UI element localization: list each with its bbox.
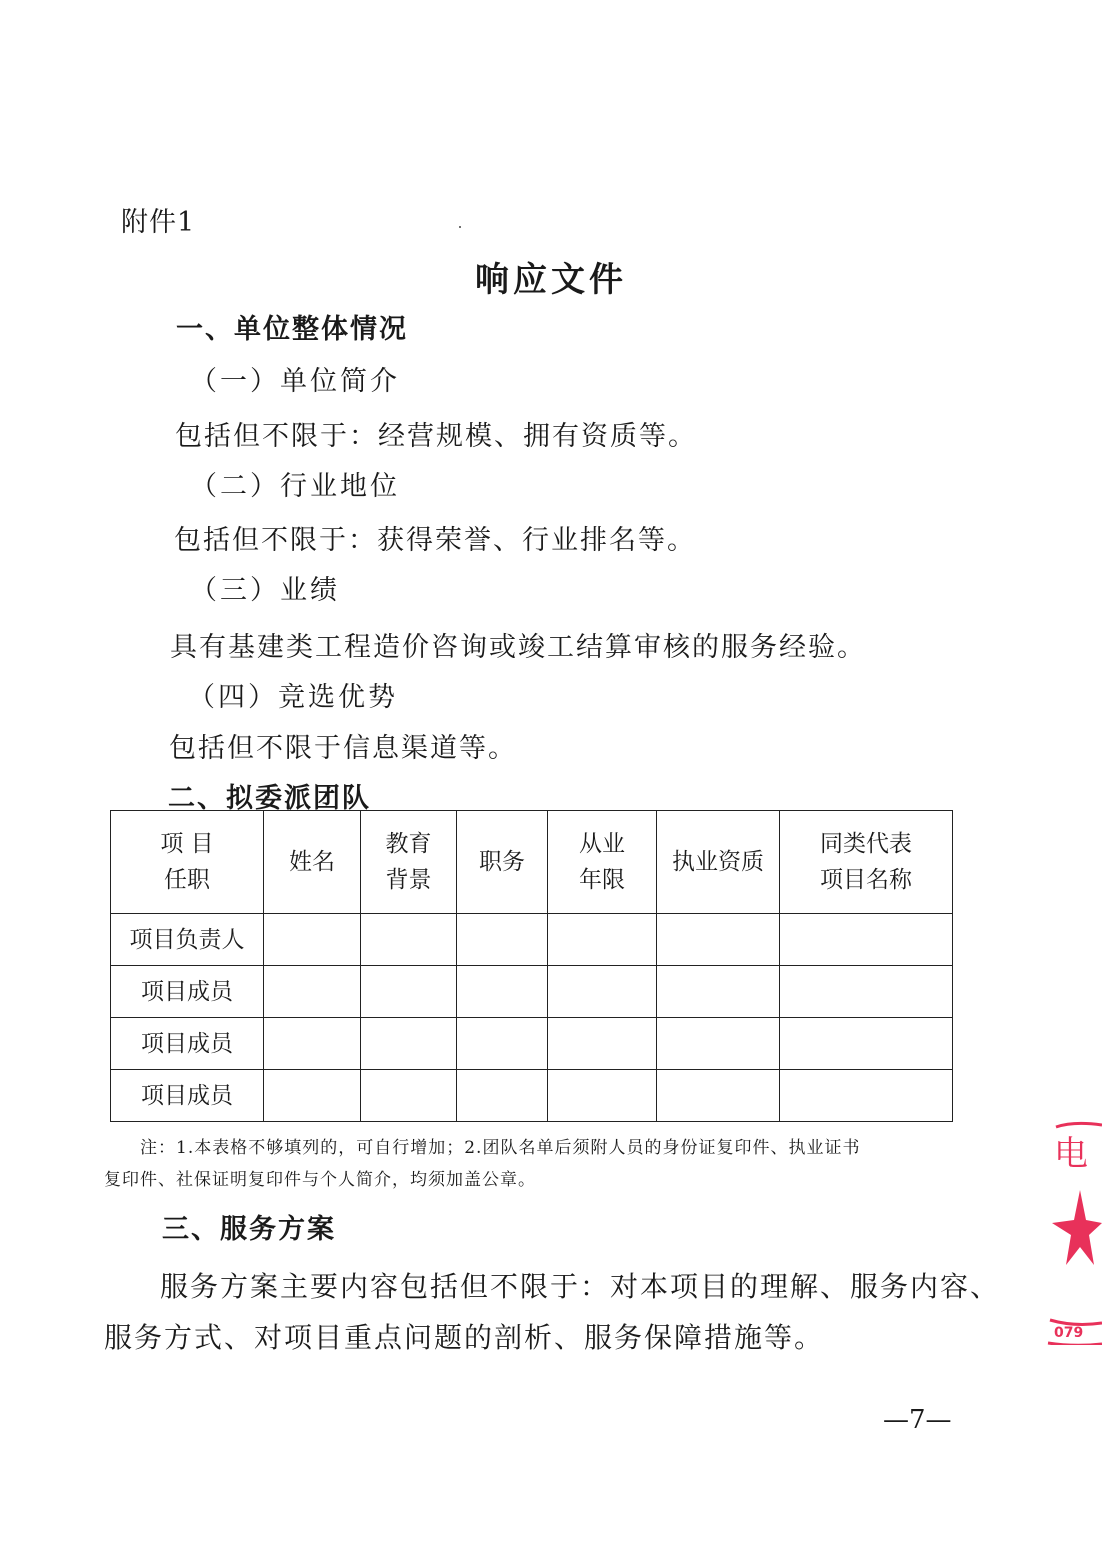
table-cell [264,1070,361,1122]
section2-heading: 二、拟委派团队 [168,783,371,814]
table-cell [457,914,548,966]
table-cell [548,1018,657,1070]
table-header-row [111,811,953,914]
subsection-heading: （二）行业地位 [190,471,400,502]
service-plan-line1: 服务方案主要内容包括但不限于：对本项目的理解、服务内容、 [160,1270,1001,1303]
table-cell [548,966,657,1018]
table-row [111,1018,953,1070]
table-cell [780,966,953,1018]
table-header-cell: 教育 背景 [361,811,457,914]
table-header-cell: 执业资质 [657,811,780,914]
subsection-text: 包括但不限于信息渠道等。 [169,733,517,764]
table-cell: 项目成员 [111,966,264,1018]
table-cell [457,1018,548,1070]
scan-speck [459,226,461,228]
table-cell: 项目负责人 [111,914,264,966]
official-seal [1044,1115,1102,1345]
table-cell [264,914,361,966]
table-cell [361,1018,457,1070]
table-cell [264,1018,361,1070]
table-header-cell: 同类代表 项目名称 [780,811,953,914]
table-cell [457,1070,548,1122]
table-cell [361,1070,457,1122]
table-row [111,1070,953,1122]
table-row [111,914,953,966]
table-cell [264,966,361,1018]
subsection-text: 具有基建类工程造价咨询或竣工结算审核的服务经验。 [170,632,866,663]
table-cell [657,966,780,1018]
service-plan-line2: 服务方式、对项目重点问题的剖析、服务保障措施等。 [104,1321,825,1354]
subsection-heading: （一）单位简介 [190,366,400,397]
seal-fragment-icon [1044,1115,1102,1345]
table-cell: 项目成员 [111,1070,264,1122]
table-cell [780,1070,953,1122]
section1-heading: 一、单位整体情况 [176,314,408,345]
document-title: 响应文件 [475,260,627,300]
table-cell [548,1070,657,1122]
subsection-heading: （三）业绩 [190,575,340,606]
table-cell [361,914,457,966]
seal-code: 079 [1054,1325,1084,1341]
table-cell [657,914,780,966]
table-cell [657,1018,780,1070]
table-note-line1: 注：1.本表格不够填列的，可自行增加；2.团队名单后须附人员的身份证复印件、执业证书 [140,1138,861,1158]
page-number: —7— [883,1405,952,1435]
team-table [110,810,953,1122]
table-row [111,966,953,1018]
attachment-label: 附件1 [121,207,196,238]
subsection-text: 包括但不限于：获得荣誉、行业排名等。 [174,525,696,556]
seal-text: 电 [1054,1134,1088,1174]
table-header-cell: 项 目 任职 [111,811,264,914]
table-cell [548,914,657,966]
table-header-cell: 姓名 [264,811,361,914]
table-cell [780,914,953,966]
table-header-cell: 从业 年限 [548,811,657,914]
table-cell [361,966,457,1018]
table-note-line2: 复印件、社保证明复印件与个人简介，均须加盖公章。 [104,1170,536,1190]
table-cell [780,1018,953,1070]
subsection-heading: （四）竞选优势 [188,682,398,713]
table-cell [457,966,548,1018]
table-header-cell: 职务 [457,811,548,914]
table-cell: 项目成员 [111,1018,264,1070]
subsection-text: 包括但不限于：经营规模、拥有资质等。 [175,421,697,452]
table-cell [657,1070,780,1122]
section3-heading: 三、服务方案 [162,1214,336,1245]
